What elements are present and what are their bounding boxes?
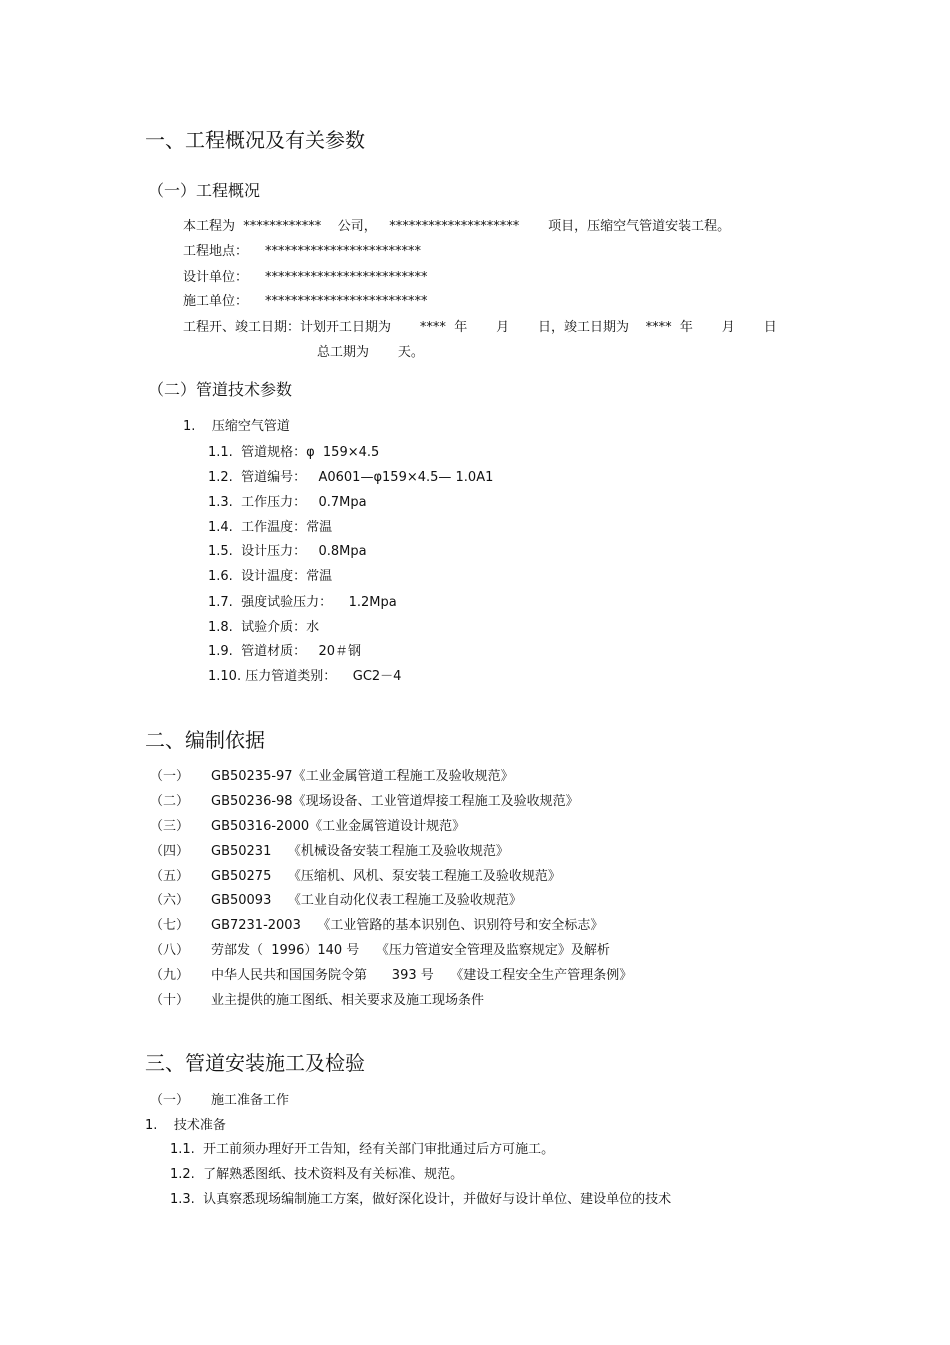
basis-number: （十）: [150, 993, 190, 1008]
basis-number: （八）: [150, 943, 190, 958]
section-2-title: 二、编制依据: [145, 728, 265, 752]
tech-prep-item: 1.3. 认真察悉现场编制施工方案，做好深化设计，并做好与设计单位、建设单位的技术: [170, 1192, 672, 1207]
section-1-sub-1-title: （一）工程概况: [148, 181, 261, 200]
tech-prep-item: 1.2. 了解熟悉图纸、技术资料及有关标准、规范。: [170, 1167, 464, 1182]
construction-unit-label: 施工单位：: [183, 294, 249, 309]
tech-prep-item: 1.1. 开工前须办理好开工告知，经有关部门审批通过后方可施工。: [170, 1142, 555, 1157]
param-item: 1.5. 设计压力： 0.8Mpa: [208, 544, 367, 559]
site-label: 工程地点：: [183, 244, 249, 259]
basis-number: （四）: [150, 844, 190, 859]
param-item: 1.7. 强度试验压力： 1.2Mpa: [208, 595, 397, 610]
pipe-item-title: 1. 压缩空气管道: [183, 419, 290, 434]
basis-text: 中华人民共和国国务院令第 393 号 《建设工程安全生产管理条例》: [211, 968, 633, 983]
design-unit-value: *************************: [265, 270, 428, 285]
basis-text: 业主提供的施工图纸、相关要求及施工现场条件: [211, 993, 485, 1008]
dates-line: 工程开、竣工日期：计划开工日期为 **** 年 月 日，竣工日期为 **** 年 月 日: [183, 320, 777, 335]
tech-prep-title: 1. 技术准备: [145, 1118, 226, 1133]
basis-text: GB50093 《工业自动化仪表工程施工及验收规范》: [211, 893, 522, 908]
basis-number: （三）: [150, 819, 190, 834]
basis-text: GB50236-98《现场设备、工业管道焊接工程施工及验收规范》: [211, 794, 579, 809]
param-item: 1.10. 压力管道类别： GC2－4: [208, 669, 402, 684]
basis-text: GB50275 《压缩机、风机、泵安装工程施工及验收规范》: [211, 869, 561, 884]
project-intro-line: 本工程为 ************ 公司， ******************** 项目，压缩空气管道安装工程。: [183, 219, 731, 234]
param-item: 1.8. 试验介质：水: [208, 620, 320, 635]
basis-number: （五）: [150, 869, 190, 884]
design-unit-label: 设计单位：: [183, 270, 249, 285]
param-item: 1.4. 工作温度：常温: [208, 520, 333, 535]
duration-line: 总工期为 天。: [317, 345, 424, 360]
basis-number: （七）: [150, 918, 190, 933]
param-item: 1.3. 工作压力： 0.7Mpa: [208, 495, 367, 510]
section-3-sub-1-title: 施工准备工作: [211, 1093, 290, 1108]
param-item: 1.6. 设计温度：常温: [208, 569, 333, 584]
basis-text: GB50235-97《工业金属管道工程施工及验收规范》: [211, 769, 514, 784]
site-value: ************************: [265, 244, 421, 259]
section-1-sub-2-title: （二）管道技术参数: [148, 380, 293, 399]
basis-text: GB50316-2000《工业金属管道设计规范》: [211, 819, 466, 834]
construction-unit-value: *************************: [265, 294, 428, 309]
basis-text: GB50231 《机械设备安装工程施工及验收规范》: [211, 844, 509, 859]
param-item: 1.9. 管道材质： 20＃钢: [208, 644, 362, 659]
param-item: 1.2. 管道编号： A0601—φ159×4.5— 1.0A1: [208, 470, 494, 485]
basis-number: （九）: [150, 968, 190, 983]
param-item: 1.1. 管道规格：φ 159×4.5: [208, 445, 380, 460]
section-3-title: 三、管道安装施工及检验: [145, 1051, 365, 1075]
section-3-sub-1-number: （一）: [150, 1093, 190, 1108]
section-1-title: 一、工程概况及有关参数: [145, 128, 365, 152]
basis-number: （六）: [150, 893, 190, 908]
basis-number: （二）: [150, 794, 190, 809]
basis-text: GB7231-2003 《工业管路的基本识别色、识别符号和安全标志》: [211, 918, 604, 933]
basis-text: 劳部发（ 1996）140 号 《压力管道安全管理及监察规定》及解析: [211, 943, 610, 958]
basis-number: （一）: [150, 769, 190, 784]
